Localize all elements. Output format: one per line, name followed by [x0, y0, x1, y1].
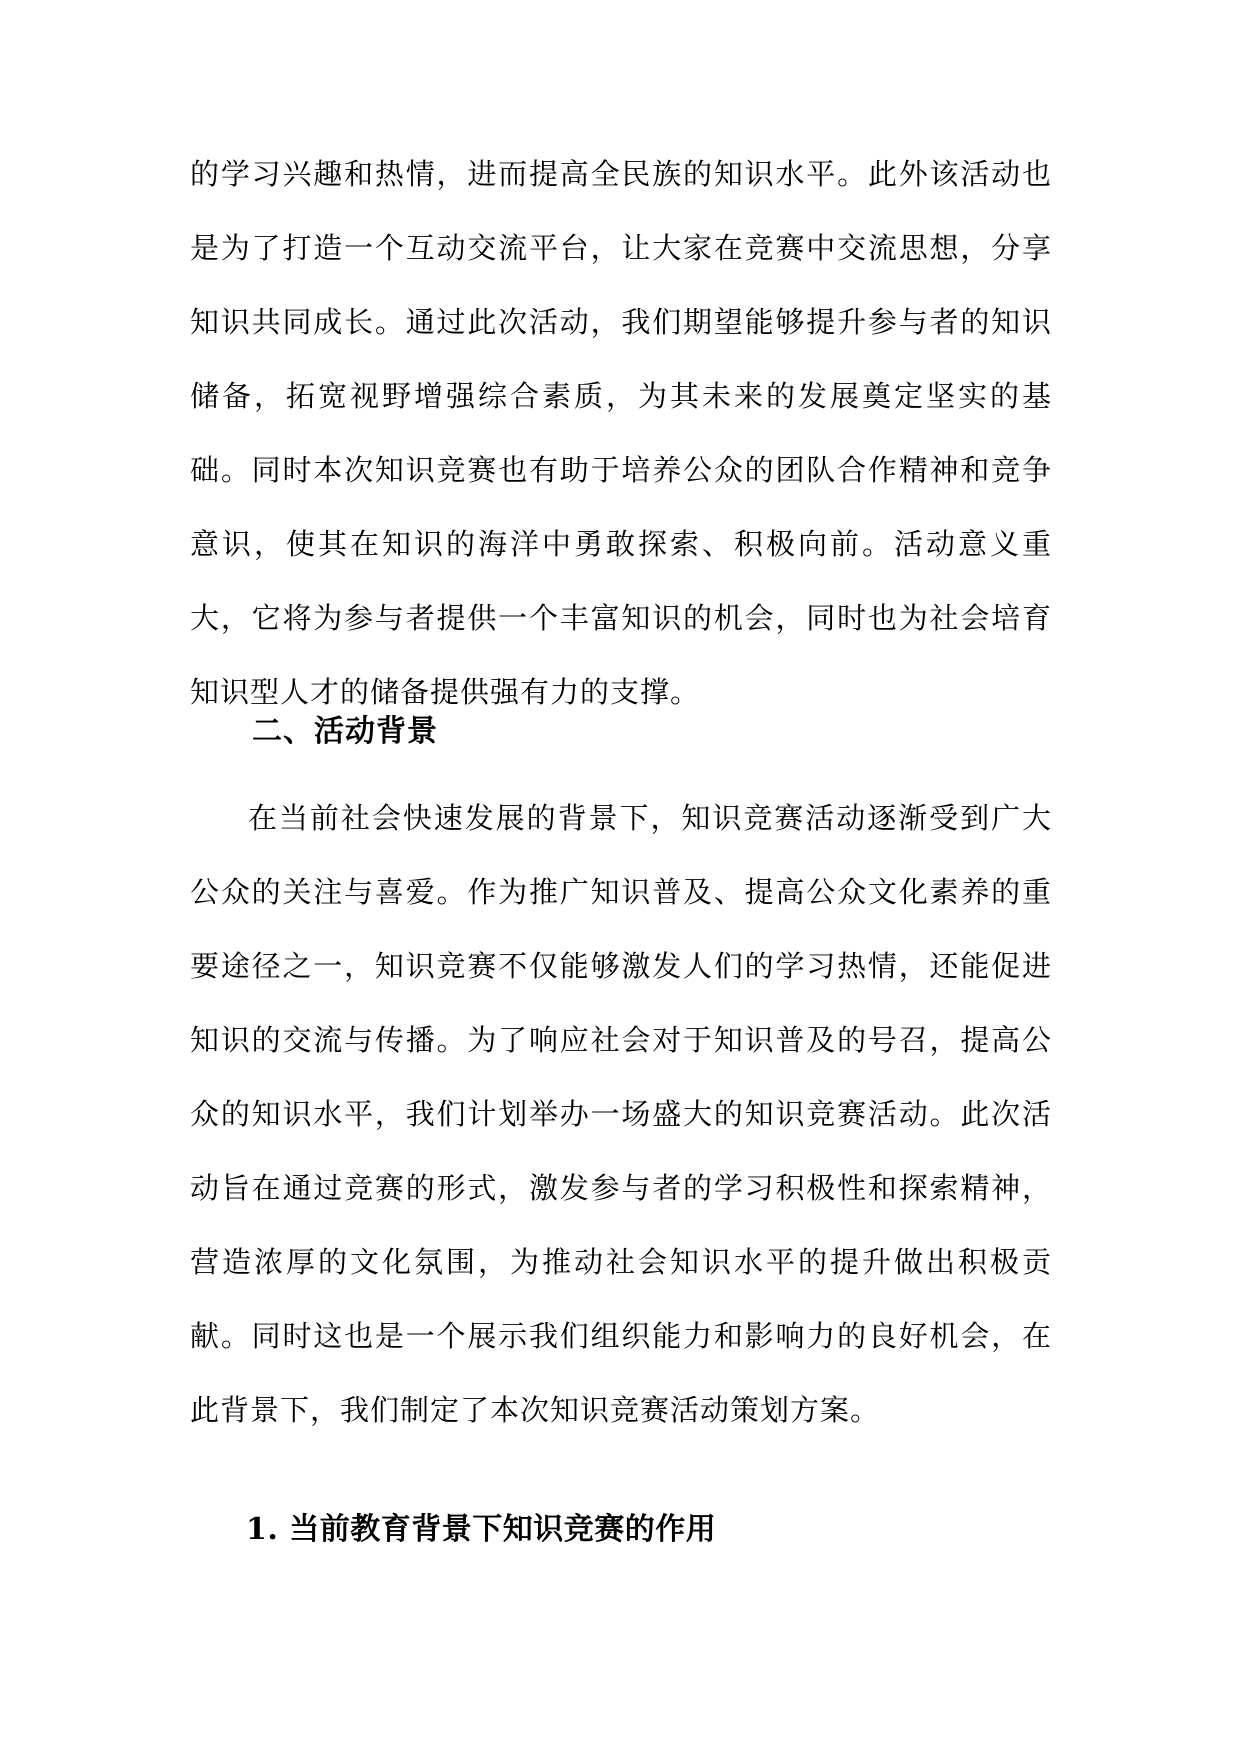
section-heading-activity-background: 二、活动背景	[252, 714, 438, 749]
subsection-heading-role-of-contests: 1. 当前教育背景下知识竞赛的作用	[246, 1512, 717, 1547]
paragraph-activity-background: 在当前社会快速发展的背景下，知识竞赛活动逐渐受到广大公众的关注与喜爱。作为推广知识普及、提高公众文化素养的重要途径之一，知识竞赛不仅能够激发人们的学习热情，还能促进知识的交流与传播。为了响应社会对于知识普及的号召，提高公众的知识水平，我们计划举办一场盛大的知识竞赛活动。此次活动旨在通过竞赛的形式，激发参与者的学习积极性和探索精神，营造浓厚的文化氛围，为推动社会知识水平的提升做出积极贡献。同时这也是一个展示我们组织能力和影响力的良好机会，在此背景下，我们制定了本次知识竞赛活动策划方案。	[190, 801, 1052, 1427]
paragraph-continuation: 的学习兴趣和热情，进而提高全民族的知识水平。此外该活动也是为了打造一个互动交流平台，让大家在竞赛中交流思想，分享知识共同成长。通过此次活动，我们期望能够提升参与者的知识储备，拓宽视野增强综合素质，为其未来的发展奠定坚实的基础。同时本次知识竞赛也有助于培养公众的团队合作精神和竞争意识，使其在知识的海洋中勇敢探索、积极向前。活动意义重大，它将为参与者提供一个丰富知识的机会，同时也为社会培育知识型人才的储备提供强有力的支撑。	[190, 157, 1052, 709]
